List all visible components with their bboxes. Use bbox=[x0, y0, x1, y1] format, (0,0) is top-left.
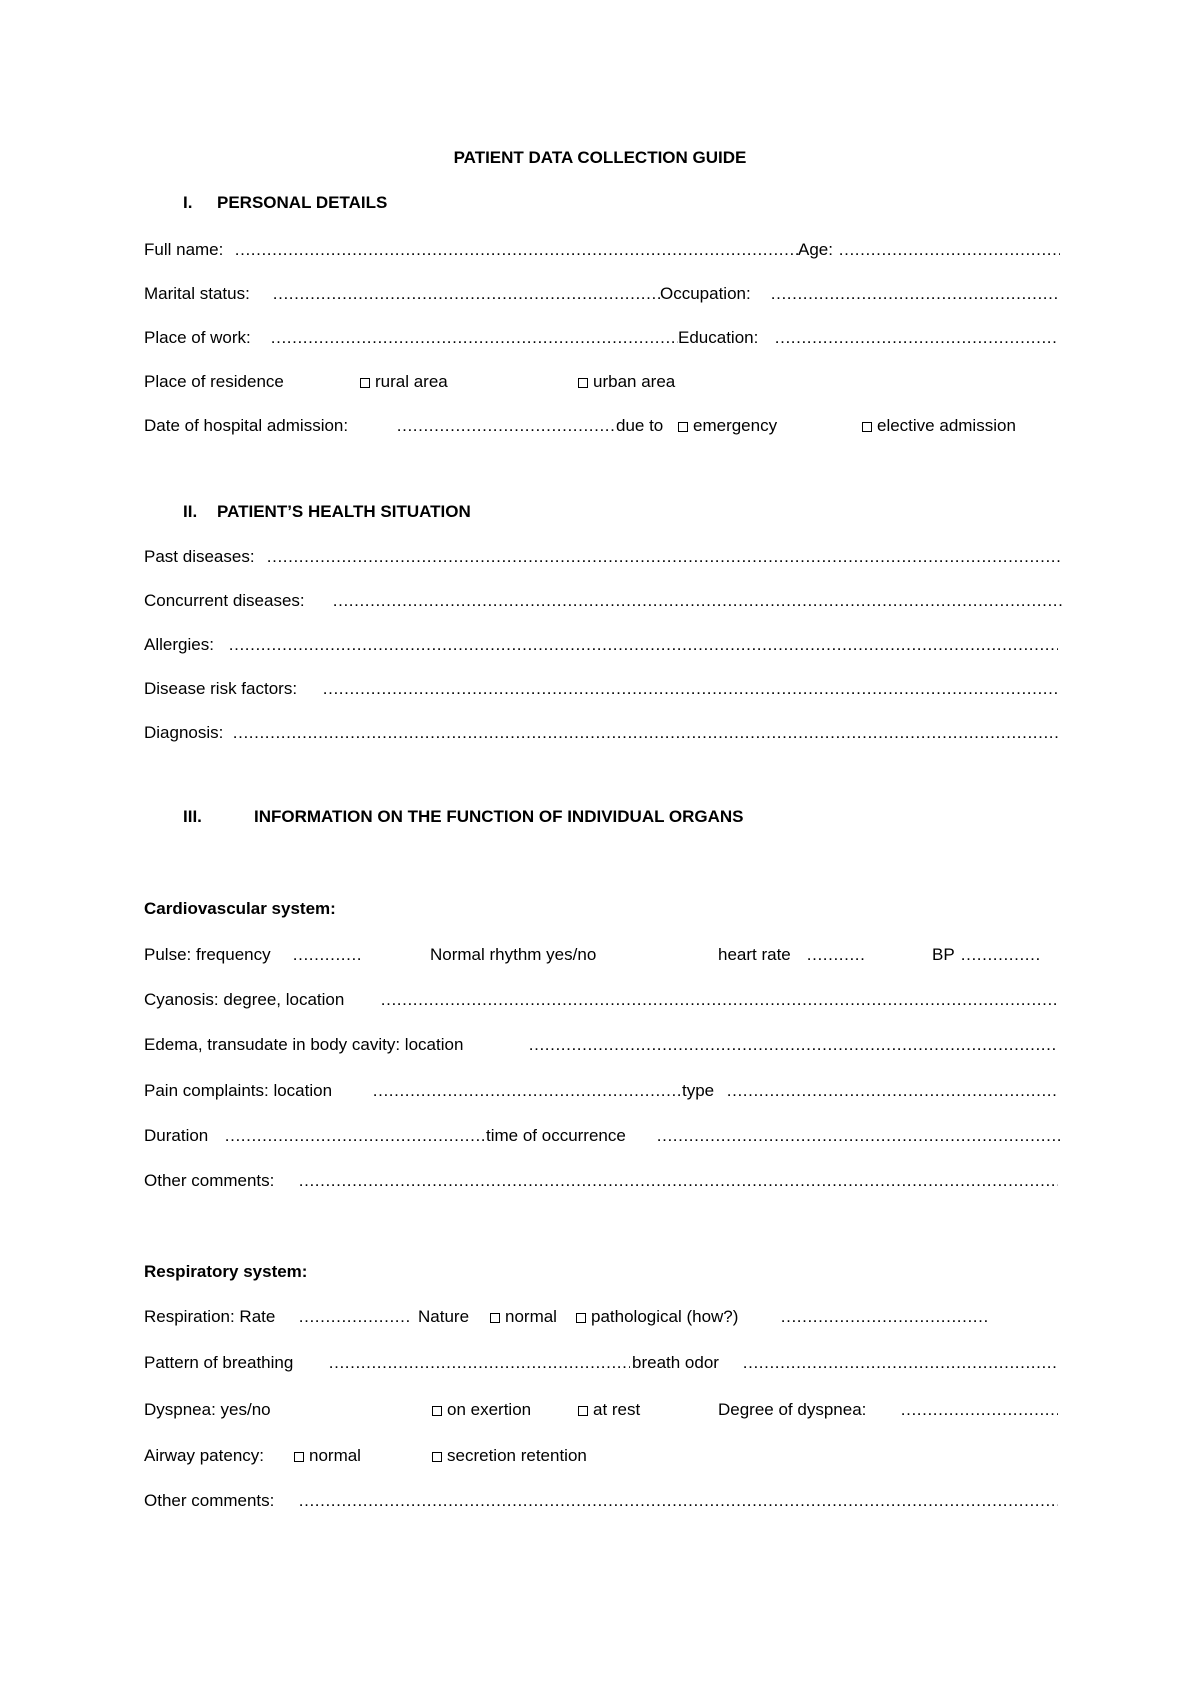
pulse-field[interactable] bbox=[292, 945, 362, 965]
airway-patency-label: Airway patency: bbox=[144, 1446, 264, 1465]
degree-dyspnea-field[interactable] bbox=[900, 1400, 1058, 1420]
education-field[interactable] bbox=[774, 328, 1058, 348]
breath-odor-label: breath odor bbox=[632, 1353, 719, 1372]
occupation-field[interactable] bbox=[770, 284, 1058, 304]
on-exertion-option[interactable] bbox=[432, 1400, 531, 1420]
secretion-retention-checkbox[interactable] bbox=[432, 1452, 442, 1462]
breathing-pattern-label: Pattern of breathing bbox=[144, 1353, 294, 1372]
normal-rhythm-label: Normal rhythm yes/no bbox=[430, 945, 597, 964]
urban-area-label: urban area bbox=[593, 372, 676, 391]
cyanosis-field[interactable] bbox=[380, 990, 1056, 1010]
at-rest-label: at rest bbox=[593, 1400, 641, 1419]
dyspnea-label: Dyspnea: yes/no bbox=[144, 1400, 271, 1419]
allergies-field[interactable] bbox=[228, 635, 1058, 655]
secretion-retention-option[interactable] bbox=[432, 1446, 587, 1466]
diagnosis-label: Diagnosis: bbox=[144, 723, 224, 742]
section-3-heading: INFORMATION ON THE FUNCTION OF INDIVIDUAL ORGANS bbox=[254, 807, 744, 826]
respiration-rate-label: Respiration: Rate bbox=[144, 1307, 276, 1326]
risk-factors-field[interactable] bbox=[322, 679, 1060, 699]
section-2-number: II. bbox=[183, 502, 198, 521]
respiration-rate-field[interactable] bbox=[298, 1307, 410, 1327]
resp-normal-option[interactable] bbox=[490, 1307, 557, 1327]
diagnosis-field[interactable] bbox=[232, 723, 1060, 743]
place-of-work-field[interactable] bbox=[270, 328, 678, 348]
breath-odor-field[interactable] bbox=[742, 1353, 1058, 1373]
resp-normal-checkbox[interactable] bbox=[490, 1313, 500, 1323]
allergies-label: Allergies: bbox=[144, 635, 214, 654]
rural-area-label: rural area bbox=[375, 372, 448, 391]
past-diseases-label: Past diseases: bbox=[144, 547, 255, 566]
document-title: PATIENT DATA COLLECTION GUIDE bbox=[453, 148, 747, 167]
cardio-heading: Cardiovascular system: bbox=[144, 899, 336, 918]
concurrent-diseases-label: Concurrent diseases: bbox=[144, 591, 305, 610]
section-1-heading: PERSONAL DETAILS bbox=[217, 193, 388, 212]
place-of-residence-label: Place of residence bbox=[144, 372, 284, 391]
admission-date-field[interactable] bbox=[396, 416, 614, 436]
edema-field[interactable] bbox=[528, 1035, 1058, 1055]
cyanosis-label: Cyanosis: degree, location bbox=[144, 990, 345, 1009]
bp-field[interactable] bbox=[960, 945, 1042, 965]
emergency-checkbox[interactable] bbox=[678, 422, 688, 432]
secretion-retention-label: secretion retention bbox=[447, 1446, 587, 1465]
full-name-label: Full name: bbox=[144, 240, 224, 259]
on-exertion-label: on exertion bbox=[447, 1400, 532, 1419]
breathing-pattern-field[interactable] bbox=[328, 1353, 630, 1373]
urban-area-checkbox[interactable] bbox=[578, 378, 588, 388]
pain-location-label: Pain complaints: location bbox=[144, 1081, 333, 1100]
age-label: Age: bbox=[798, 240, 833, 259]
admission-date-label: Date of hospital admission: bbox=[144, 416, 349, 435]
resp-pathological-field[interactable] bbox=[780, 1307, 988, 1327]
resp-pathological-option[interactable] bbox=[576, 1307, 738, 1327]
time-of-occurrence-field[interactable] bbox=[656, 1126, 1060, 1146]
section-3-number: III. bbox=[183, 807, 202, 826]
concurrent-diseases-field[interactable] bbox=[332, 591, 1062, 611]
rural-area-checkbox[interactable] bbox=[360, 378, 370, 388]
nature-label: Nature bbox=[418, 1307, 470, 1326]
airway-normal-label: normal bbox=[309, 1446, 361, 1465]
duration-label: Duration bbox=[144, 1126, 209, 1145]
education-label: Education: bbox=[678, 328, 759, 347]
on-exertion-checkbox[interactable] bbox=[432, 1406, 442, 1416]
resp-other-comments-field[interactable] bbox=[298, 1491, 1058, 1511]
at-rest-checkbox[interactable] bbox=[578, 1406, 588, 1416]
age-field[interactable] bbox=[838, 240, 1060, 260]
resp-pathological-checkbox[interactable] bbox=[576, 1313, 586, 1323]
emergency-option[interactable] bbox=[678, 416, 777, 436]
respiratory-heading: Respiratory system: bbox=[144, 1262, 308, 1281]
duration-field[interactable] bbox=[224, 1126, 486, 1146]
marital-status-field[interactable] bbox=[272, 284, 660, 304]
edema-label: Edema, transudate in body cavity: location bbox=[144, 1035, 464, 1054]
resp-normal-label: normal bbox=[505, 1307, 557, 1326]
past-diseases-field[interactable] bbox=[266, 547, 1060, 567]
section-2-heading: PATIENT’S HEALTH SITUATION bbox=[217, 502, 471, 521]
full-name-field[interactable] bbox=[234, 240, 798, 260]
degree-dyspnea-label: Degree of dyspnea: bbox=[718, 1400, 867, 1419]
pain-type-field[interactable] bbox=[726, 1081, 1058, 1101]
marital-status-label: Marital status: bbox=[144, 284, 250, 303]
resp-other-comments-label: Other comments: bbox=[144, 1491, 275, 1510]
due-to-label: due to bbox=[616, 416, 664, 435]
urban-area-option[interactable] bbox=[578, 372, 675, 392]
rural-area-option[interactable] bbox=[360, 372, 448, 392]
resp-pathological-label: pathological (how?) bbox=[591, 1307, 739, 1326]
elective-admission-label: elective admission bbox=[877, 416, 1016, 435]
heart-rate-label: heart rate bbox=[718, 945, 791, 964]
cardio-other-comments-label: Other comments: bbox=[144, 1171, 275, 1190]
emergency-label: emergency bbox=[693, 416, 778, 435]
bp-label: BP bbox=[932, 945, 955, 964]
place-of-work-label: Place of work: bbox=[144, 328, 251, 347]
section-1-number: I. bbox=[183, 193, 193, 212]
airway-normal-option[interactable] bbox=[294, 1446, 361, 1466]
time-of-occurrence-label: time of occurrence bbox=[486, 1126, 626, 1145]
occupation-label: Occupation: bbox=[660, 284, 751, 303]
risk-factors-label: Disease risk factors: bbox=[144, 679, 298, 698]
pain-type-label: type bbox=[682, 1081, 715, 1100]
pulse-label: Pulse: frequency bbox=[144, 945, 271, 964]
cardio-other-comments-field[interactable] bbox=[298, 1171, 1058, 1191]
elective-admission-checkbox[interactable] bbox=[862, 422, 872, 432]
airway-normal-checkbox[interactable] bbox=[294, 1452, 304, 1462]
at-rest-option[interactable] bbox=[578, 1400, 640, 1420]
elective-admission-option[interactable] bbox=[862, 416, 1016, 436]
pain-location-field[interactable] bbox=[372, 1081, 682, 1101]
heart-rate-field[interactable] bbox=[806, 945, 864, 965]
